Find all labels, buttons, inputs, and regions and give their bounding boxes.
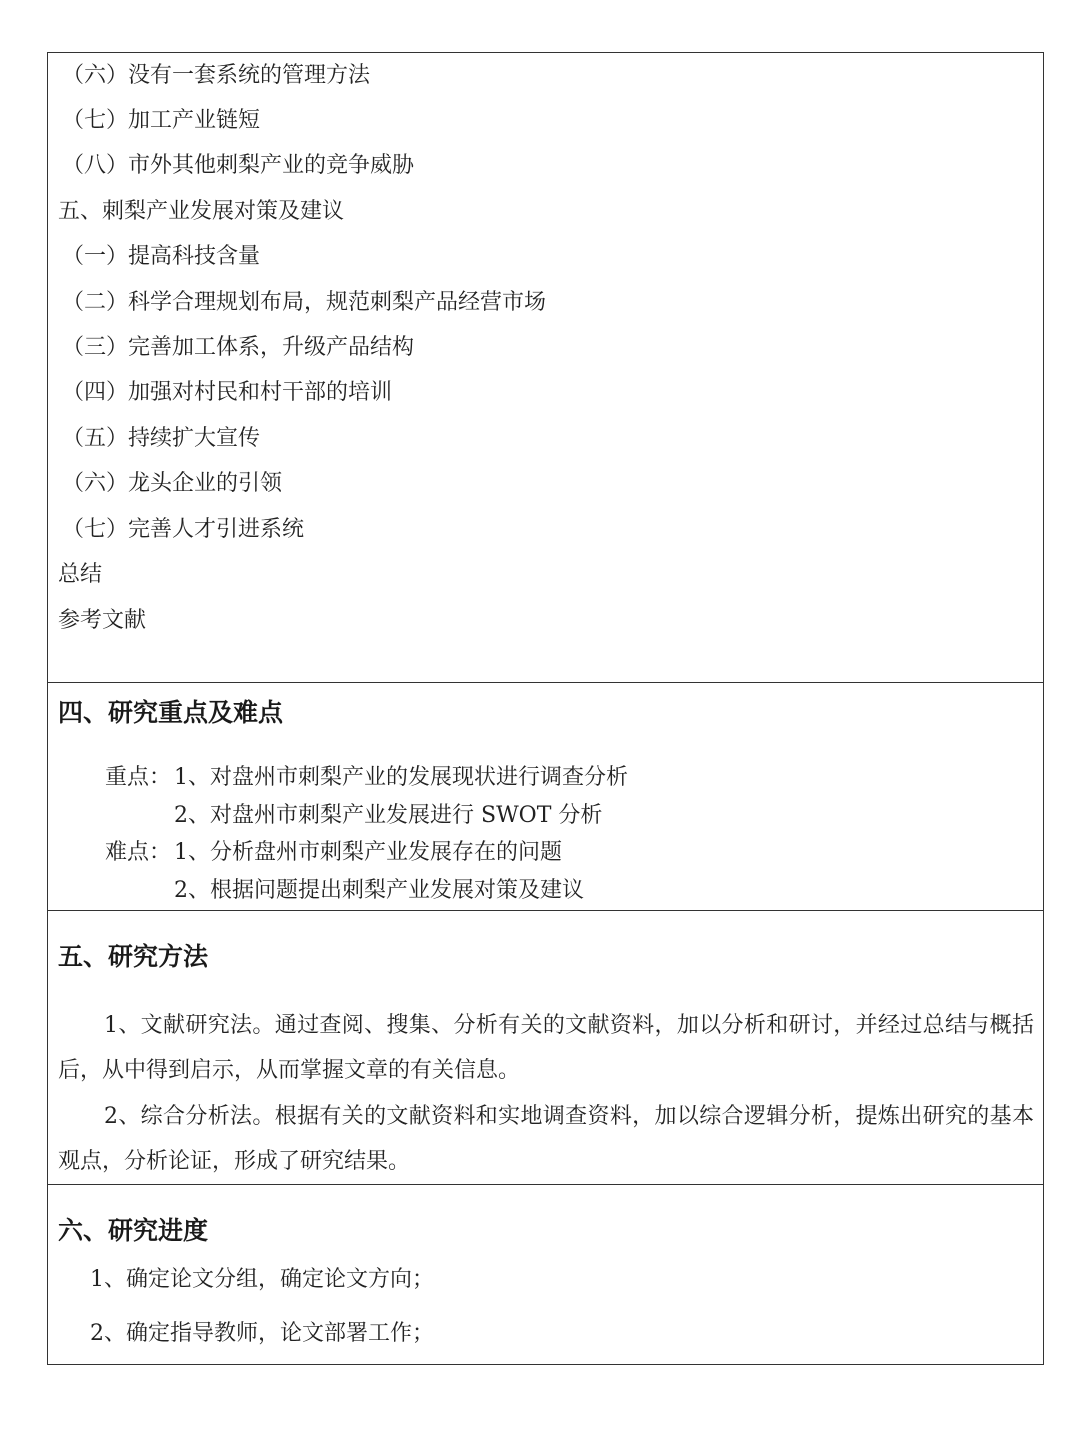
outline-item: （一）提高科技含量 [62,244,261,269]
outline-item: （六）龙头企业的引领 [62,471,283,496]
progress-item: 2、确定指导教师，论文部署工作； [90,1321,434,1346]
proposal-table [47,52,1044,1365]
difficulty-label: 难点： [105,840,172,865]
progress-section [48,1185,1043,1366]
focus-label: 重点： [105,765,172,790]
method-paragraph: 2、综合分析法。根据有关的文献资料和实地调查资料，加以综合逻辑分析，提炼出研究的基本观点，分析论证，形成了研究结果。 [58,1104,1034,1174]
outline-item: （七）完善人才引进系统 [62,517,305,542]
outline-section [48,53,1043,683]
outline-item: （五）持续扩大宣传 [62,426,261,451]
outline-item: （二）科学合理规划布局，规范刺梨产品经营市场 [62,290,547,315]
difficulty-item: 1、分析盘州市刺梨产业发展存在的问题 [174,840,562,865]
focus-item: 2、对盘州市刺梨产业发展进行 SWOT 分析 [174,803,603,828]
section-heading: 五、研究方法 [58,942,209,971]
section-heading: 六、研究进度 [58,1216,209,1245]
outline-item: （八）市外其他刺梨产业的竞争威胁 [62,153,415,178]
section-heading: 四、研究重点及难点 [58,698,284,727]
outline-item: 五、刺梨产业发展对策及建议 [58,199,345,224]
outline-item: 总结 [58,562,103,587]
outline-item: （六）没有一套系统的管理方法 [62,63,371,88]
focus-item: 1、对盘州市刺梨产业的发展现状进行调查分析 [174,765,628,790]
difficulty-item: 2、根据问题提出刺梨产业发展对策及建议 [174,878,584,903]
key-points-section [48,683,1043,911]
progress-item: 1、确定论文分组，确定论文方向； [90,1267,434,1292]
outline-item: （七）加工产业链短 [62,108,261,133]
outline-item: （四）加强对村民和村干部的培训 [62,380,393,405]
outline-item: （三）完善加工体系，升级产品结构 [62,335,415,360]
method-paragraph: 1、文献研究法。通过查阅、搜集、分析有关的文献资料，加以分析和研讨，并经过总结与概括后，从中得到启示，从而掌握文章的有关信息。 [58,1013,1034,1083]
methods-section [48,911,1043,1185]
outline-item: 参考文献 [58,608,147,633]
